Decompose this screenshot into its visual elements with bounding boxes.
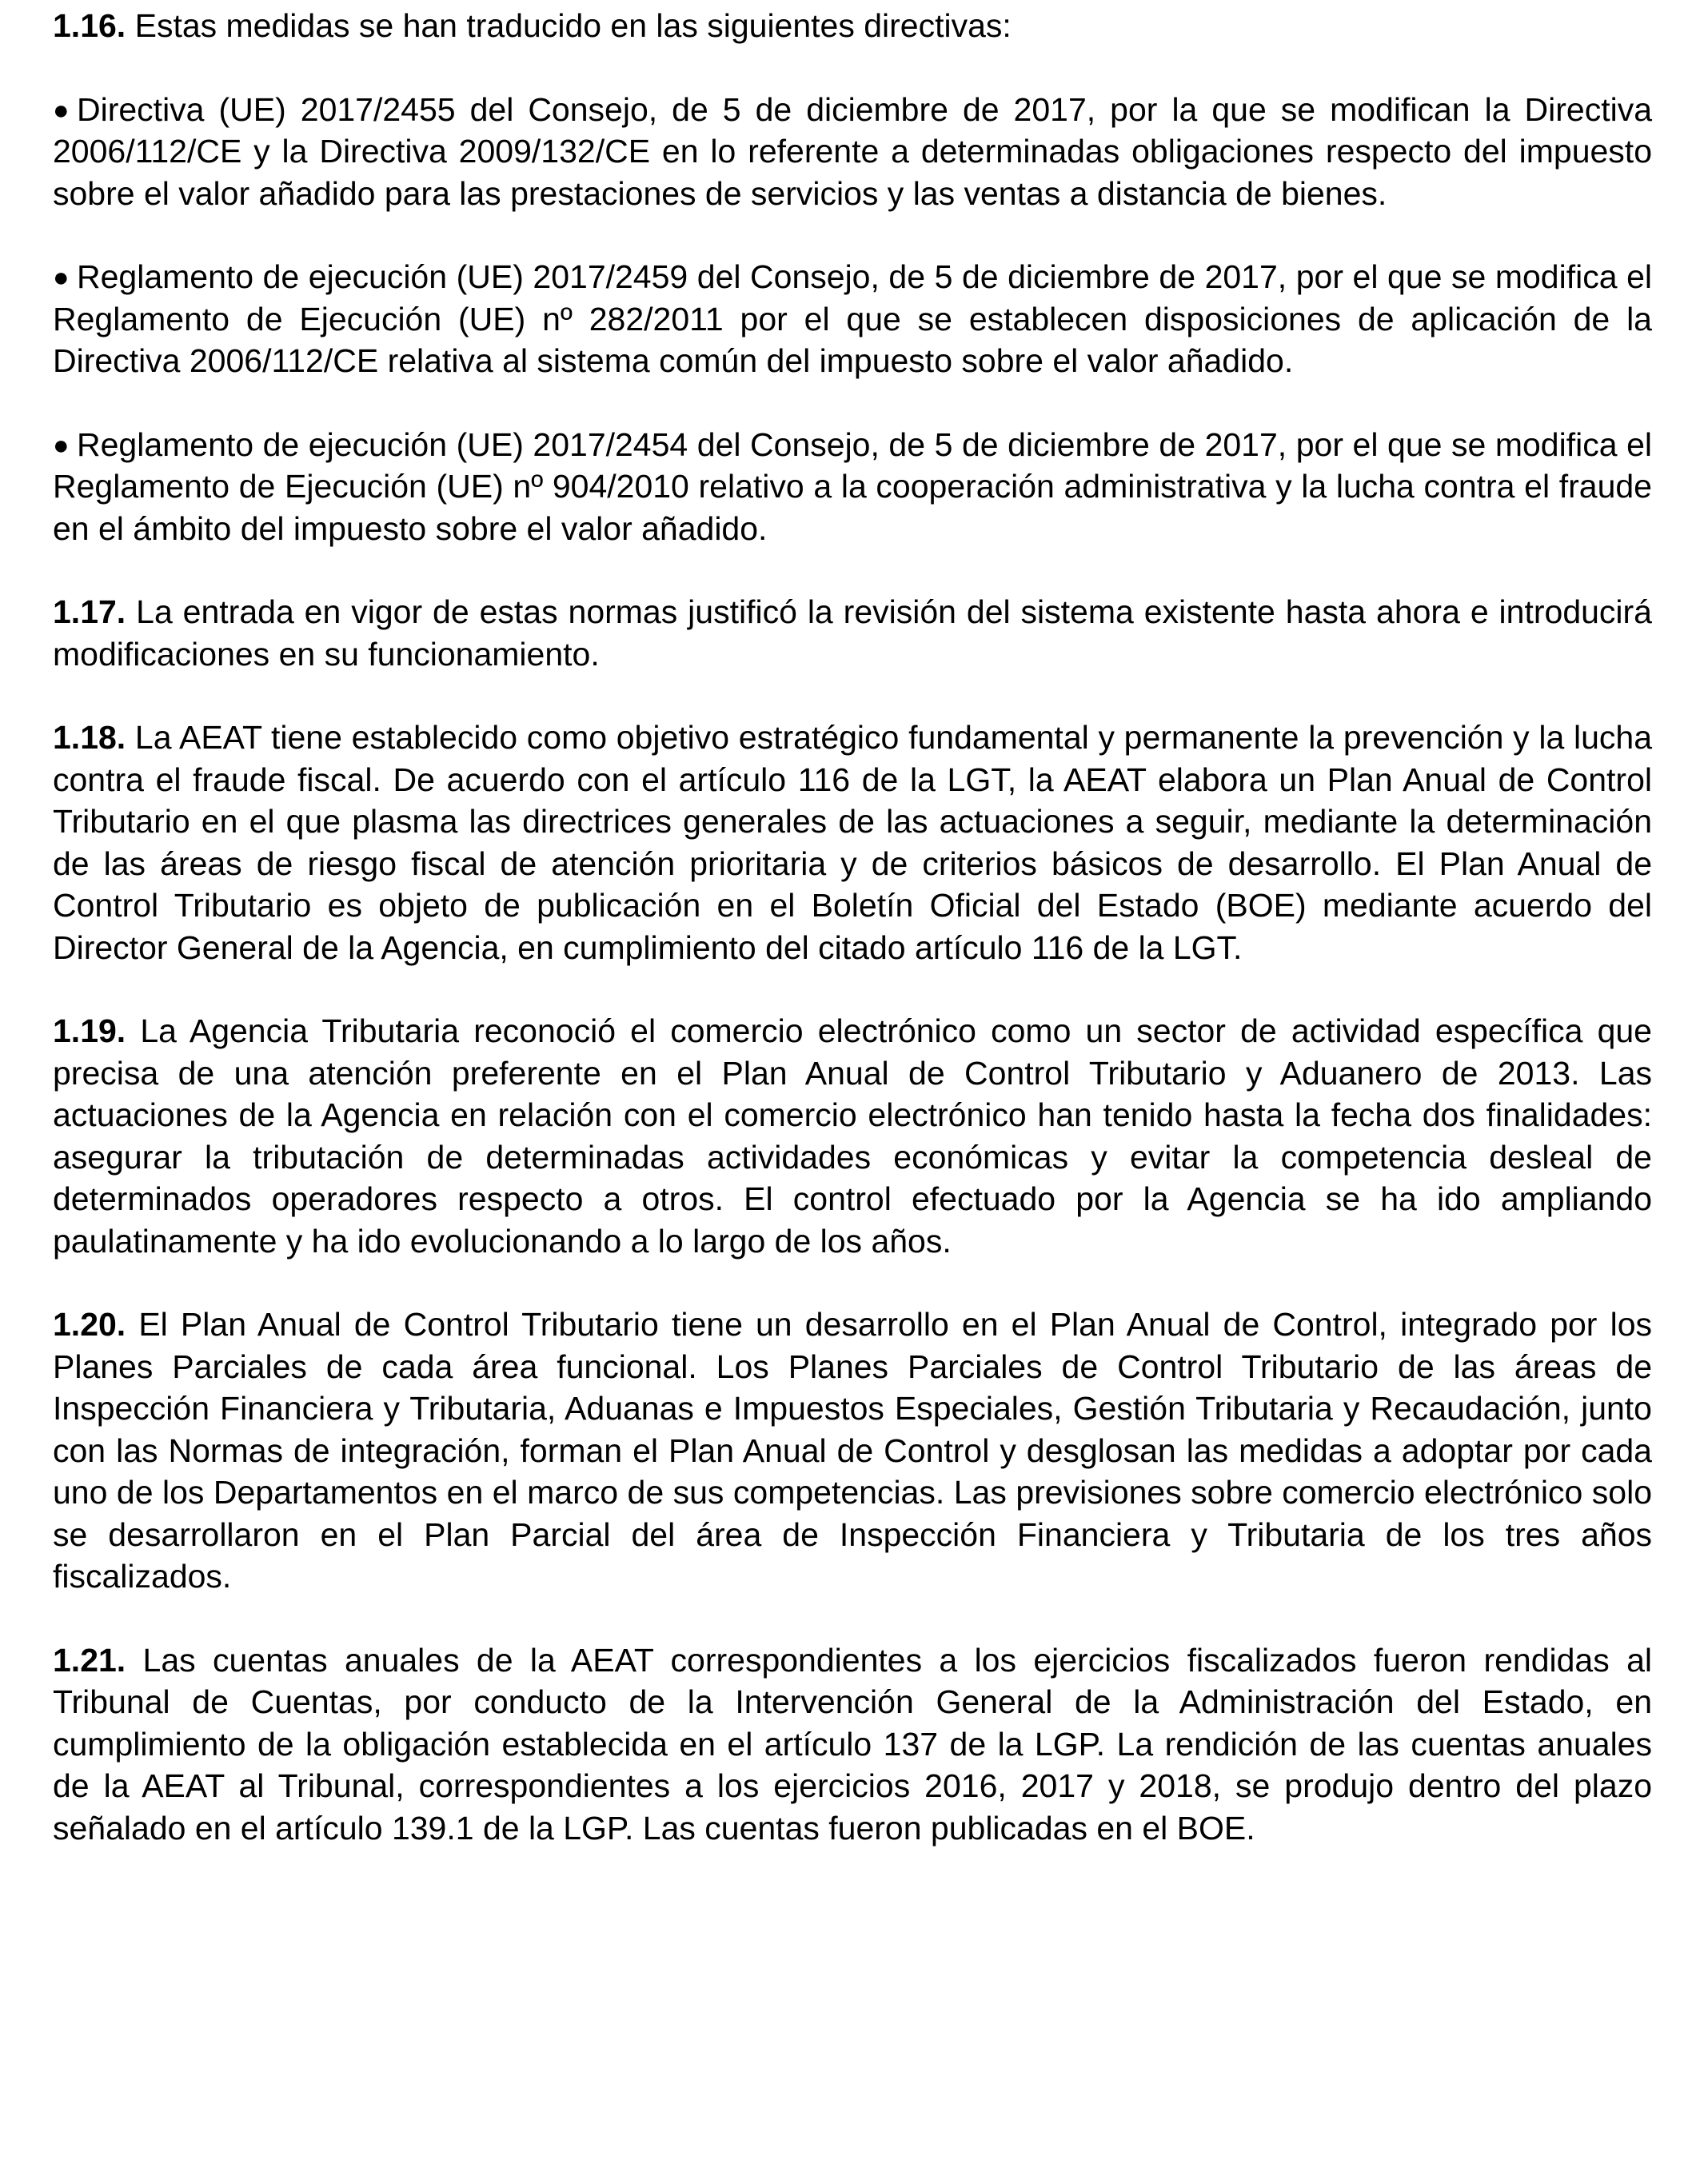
list-item <box>53 256 1652 382</box>
paragraph-text: Las cuentas anuales de la AEAT correspondientes a los ejercicios fiscalizados fueron rendidas al Tribunal de Cuentas, por conducto de la Intervención General de la Administración del Estado, en cumplimiento de la obligación establecida en el artículo 137 de la LGP. La rendición de las cuentas anuales de la AEAT al Tribunal, correspondientes a los ejercicios 2016, 2017 y 2018, se produjo dentro del plazo señalado en el artículo 139.1 de la LGP. Las cuentas fueron publicadas en el BOE. <box>53 1641 1652 1847</box>
list-item-text: Reglamento de ejecución (UE) 2017/2454 del Consejo, de 5 de diciembre de 2017, por el que se modifica el Reglamento de Ejecución (UE) nº 904/2010 relativo a la cooperación administrativa y la lucha contra el fraude en el ámbito del impuesto sobre el valor añadido. <box>53 425 1652 547</box>
bullet-icon: ● <box>53 429 70 461</box>
paragraph-number: 1.21. <box>53 1641 126 1679</box>
list-item-text: Directiva (UE) 2017/2455 del Consejo, de 5 de diciembre de 2017, por la que se modifican la Directiva 2006/112/CE y la Directiva 2009/132/CE en lo referente a determinadas obligaciones respecto del impuesto sobre el valor añadido para las prestaciones de servicios y las ventas a distancia de bienes. <box>53 90 1652 212</box>
document-page <box>53 0 1652 1891</box>
paragraph-1-18 <box>53 717 1652 968</box>
directives-list <box>53 89 1652 550</box>
paragraph-number: 1.16. <box>53 7 126 44</box>
paragraph-text: La Agencia Tributaria reconoció el comercio electrónico como un sector de actividad específica que precisa de una atención preferente en el Plan Anual de Control Tributario y Aduanero de 2013. Las actuaciones de la Agencia en relación con el comercio electrónico han tenido hasta la fecha dos finalidades: asegurar la tributación de determinadas actividades económicas y evitar la competencia desleal de determinados operadores respecto a otros. El control efectuado por la Agencia se ha ido ampliando paulatinamente y ha ido evolucionando a lo largo de los años. <box>53 1012 1652 1260</box>
list-item-text: Reglamento de ejecución (UE) 2017/2459 del Consejo, de 5 de diciembre de 2017, por el que se modifica el Reglamento de Ejecución (UE) nº 282/2011 por el que se establecen disposiciones de aplicación de la Directiva 2006/112/CE relativa al sistema común del impuesto sobre el valor añadido. <box>53 258 1652 379</box>
paragraph-1-16 <box>53 5 1652 47</box>
paragraph-1-21 <box>53 1639 1652 1850</box>
list-item <box>53 424 1652 550</box>
paragraph-1-20 <box>53 1304 1652 1598</box>
paragraph-text: La entrada en vigor de estas normas justificó la revisión del sistema existente hasta ahora e introducirá modificaciones en su funcionamiento. <box>53 593 1652 673</box>
paragraph-number: 1.18. <box>53 719 126 756</box>
paragraph-text: Estas medidas se han traducido en las siguientes directivas: <box>126 7 1012 44</box>
paragraph-text: El Plan Anual de Control Tributario tiene un desarrollo en el Plan Anual de Control, integrado por los Planes Parciales de cada área funcional. Los Planes Parciales de Control Tributario de las áreas de Inspección Financiera y Tributaria, Aduanas e Impuestos Especiales, Gestión Tributaria y Recaudación, junto con las Normas de integración, forman el Plan Anual de Control y desglosan las medidas a adoptar por cada uno de los Departamentos en el marco de sus competencias. Las previsiones sobre comercio electrónico solo se desarrollaron en el Plan Parcial del área de Inspección Financiera y Tributaria de los tres años fiscalizados. <box>53 1306 1652 1595</box>
paragraph-number: 1.19. <box>53 1012 126 1049</box>
paragraph-number: 1.20. <box>53 1306 126 1343</box>
bullet-icon: ● <box>53 262 70 293</box>
paragraph-number: 1.17. <box>53 593 126 630</box>
paragraph-1-17 <box>53 591 1652 675</box>
list-item <box>53 89 1652 215</box>
paragraph-1-19 <box>53 1010 1652 1262</box>
paragraph-text: La AEAT tiene establecido como objetivo estratégico fundamental y permanente la prevención y la lucha contra el fraude fiscal. De acuerdo con el artículo 116 de la LGT, la AEAT elabora un Plan Anual de Control Tributario en el que plasma las directrices generales de las actuaciones a seguir, mediante la determinación de las áreas de riesgo fiscal de atención prioritaria y de criterios básicos de desarrollo. El Plan Anual de Control Tributario es objeto de publicación en el Boletín Oficial del Estado (BOE) mediante acuerdo del Director General de la Agencia, en cumplimiento del citado artículo 116 de la LGT. <box>53 719 1652 966</box>
bullet-icon: ● <box>53 94 70 126</box>
